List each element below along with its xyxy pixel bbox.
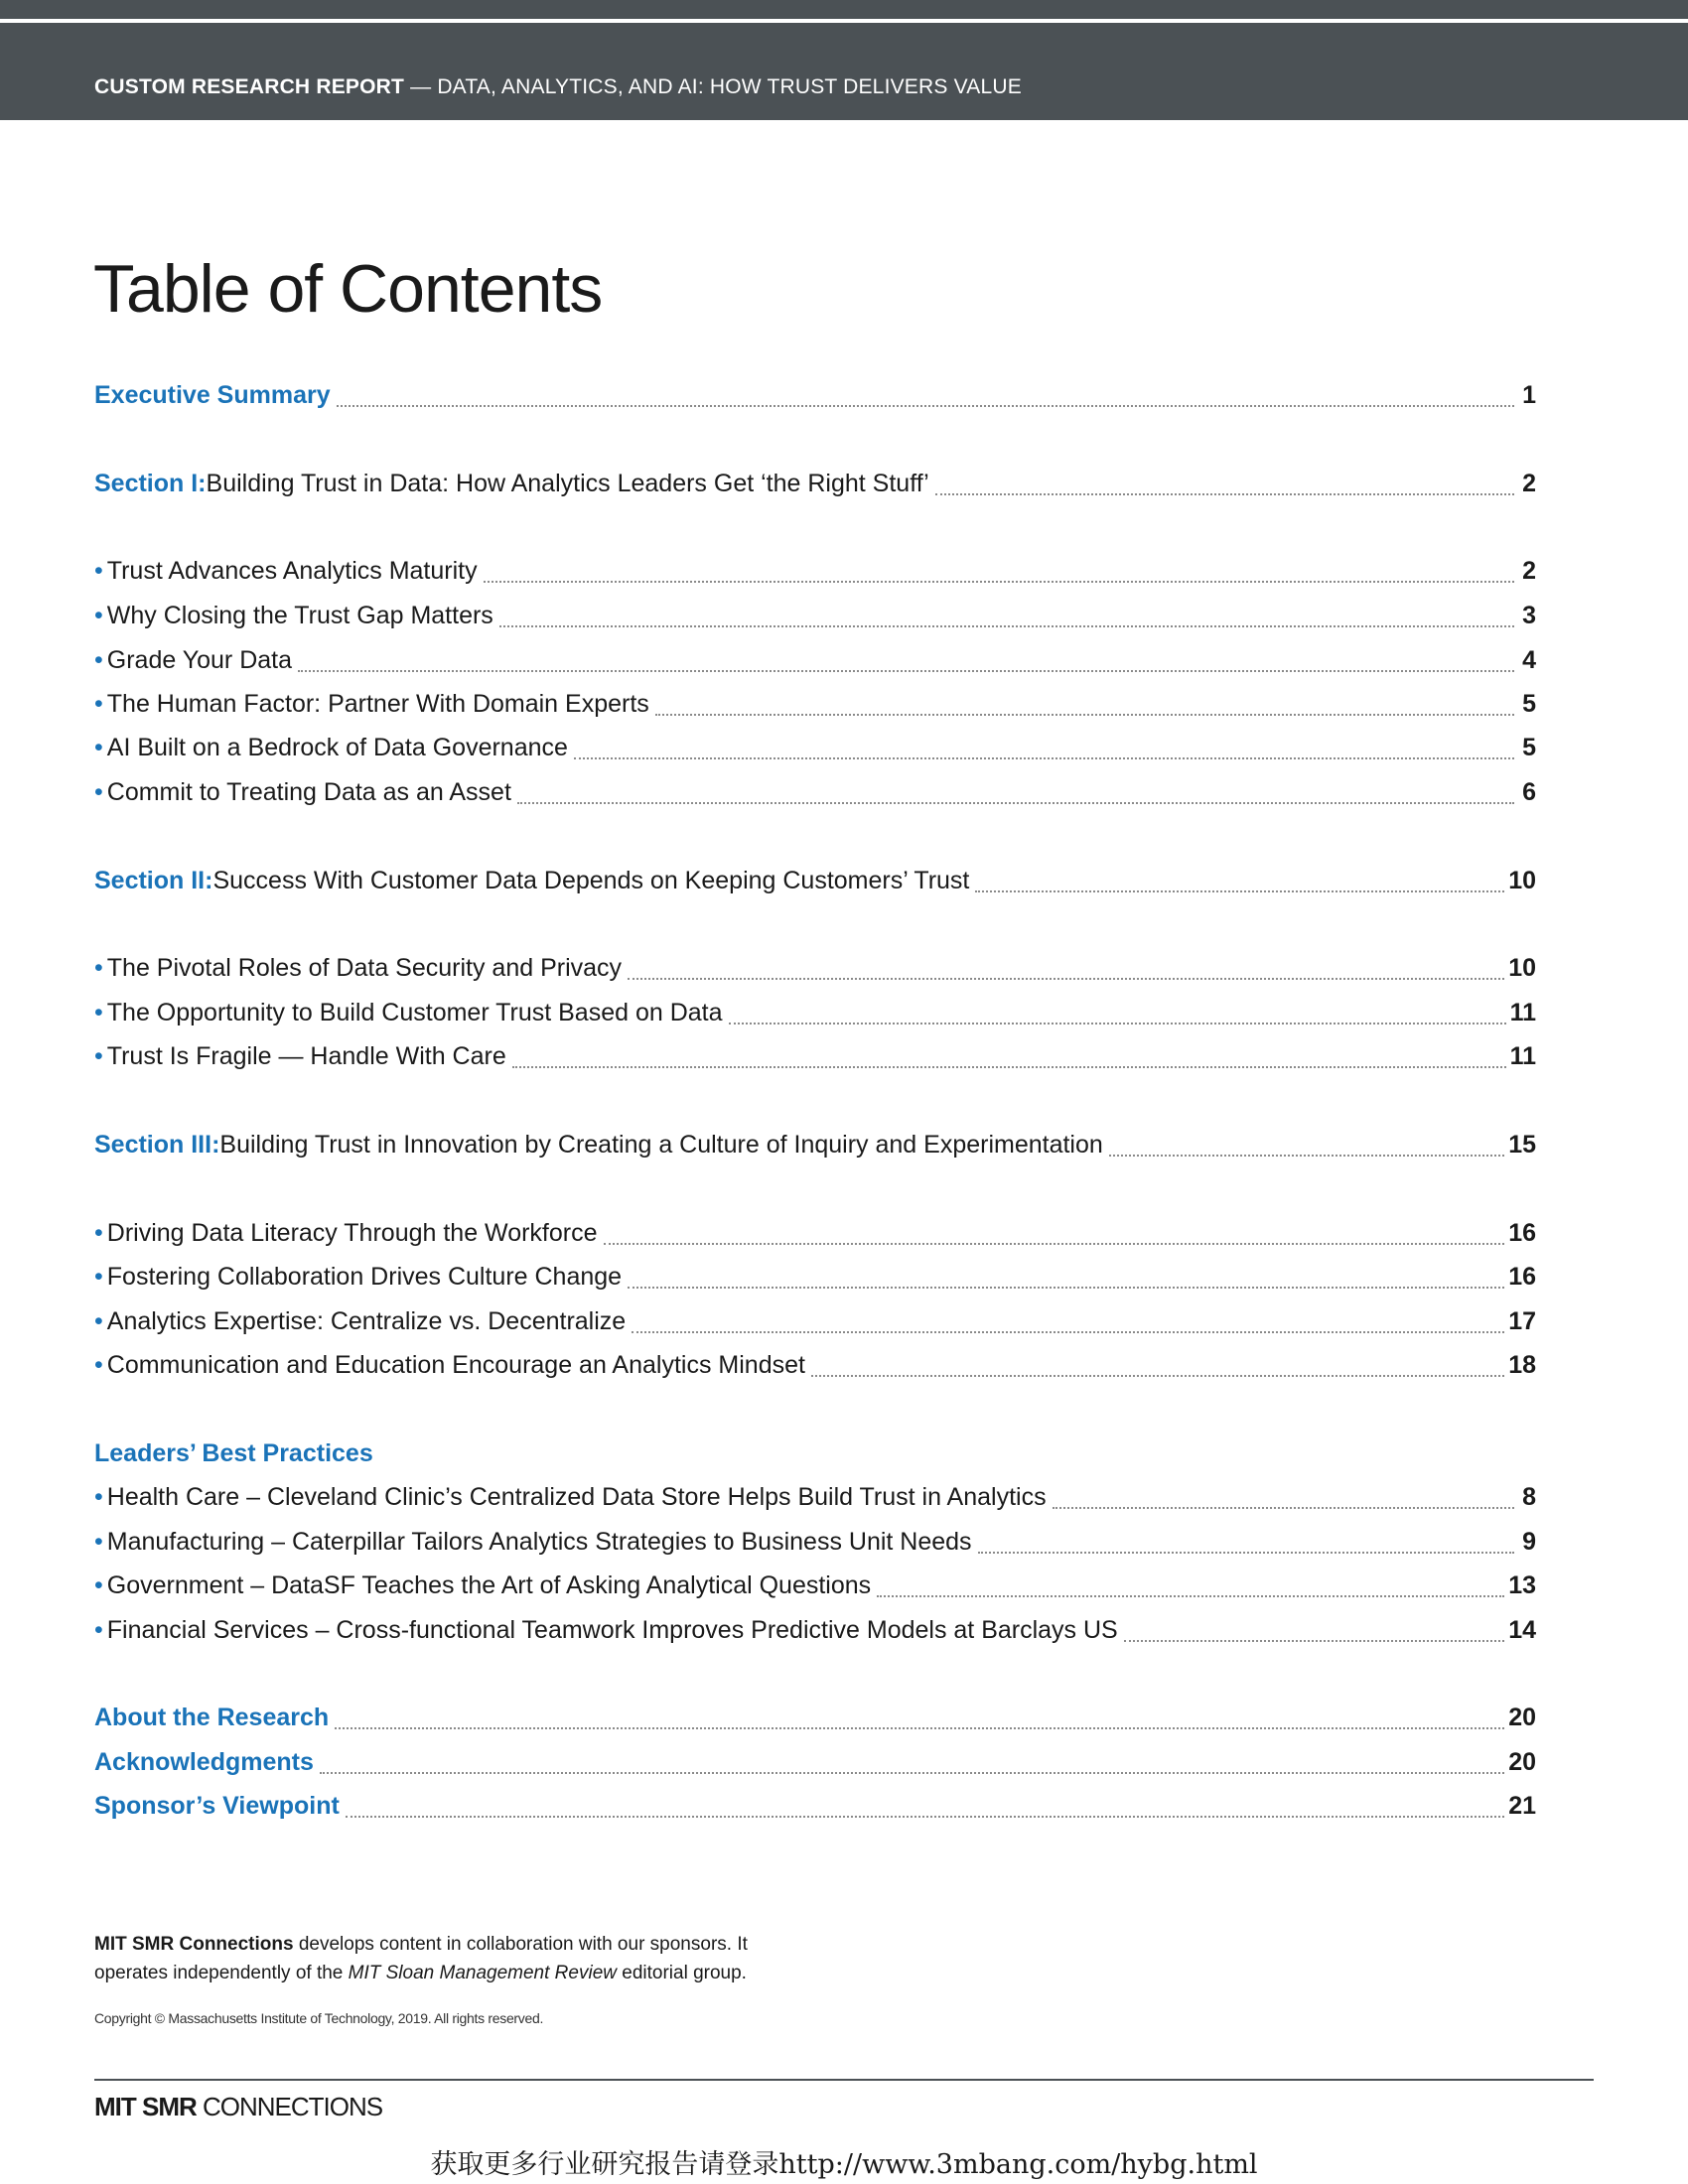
toc-item[interactable] <box>94 774 1536 810</box>
toc-page-number: 5 <box>1522 690 1536 718</box>
toc-page-number: 8 <box>1522 1483 1536 1511</box>
toc-page-number: 15 <box>1508 1131 1536 1159</box>
dot-leader <box>320 1772 1504 1774</box>
dot-leader <box>978 1552 1514 1554</box>
toc-item[interactable] <box>94 1347 1536 1383</box>
bullet-icon: • <box>94 1263 103 1291</box>
toc-entry-label: Sponsor’s Viewpoint <box>94 1792 340 1820</box>
dot-leader <box>1124 1640 1504 1642</box>
dot-leader <box>1109 1155 1504 1157</box>
toc-entry-label: Executive Summary <box>94 381 331 409</box>
toc-item[interactable] <box>94 1612 1536 1648</box>
toc-item[interactable] <box>94 995 1536 1030</box>
toc-page-number: 4 <box>1522 646 1536 674</box>
toc-page-number: 11 <box>1509 999 1536 1026</box>
toc-executive-summary[interactable] <box>94 377 1536 413</box>
toc-item[interactable] <box>94 553 1536 589</box>
report-header <box>94 75 1022 99</box>
toc-item[interactable] <box>94 1038 1536 1074</box>
dot-leader <box>655 714 1514 716</box>
toc-page-number: 11 <box>1509 1042 1536 1070</box>
report-subtitle: — DATA, ANALYTICS, AND AI: HOW TRUST DELIVERS VALUE <box>404 75 1022 98</box>
toc-page-number: 20 <box>1508 1704 1536 1731</box>
toc-entry-label: About the Research <box>94 1704 330 1731</box>
dot-leader <box>517 802 1514 804</box>
toc-item[interactable] <box>94 950 1536 986</box>
bullet-icon: • <box>94 1219 103 1247</box>
dot-leader <box>335 1727 1504 1729</box>
toc-section-title: Building Trust in Data: How Analytics Leaders Get ‘the Right Stuff’ <box>206 470 929 497</box>
toc-item-title: Financial Services – Cross-functional Teamwork Improves Predictive Models at Barclays US <box>106 1616 1118 1644</box>
publication-name: MIT Sloan Management Review <box>348 1963 617 1983</box>
toc-item-title: Communication and Education Encourage an Analytics Mindset <box>106 1351 805 1379</box>
toc-section-title: Building Trust in Innovation by Creating a Culture of Inquiry and Experimentation <box>219 1131 1103 1159</box>
bullet-icon: • <box>94 557 103 585</box>
header-band <box>0 0 1688 120</box>
toc-item-title: Commit to Treating Data as an Asset <box>106 778 511 806</box>
bullet-icon: • <box>94 734 103 761</box>
toc-section-1[interactable] <box>94 466 1536 501</box>
bullet-icon: • <box>94 778 103 806</box>
dot-leader <box>298 670 1514 672</box>
toc-item-title: The Human Factor: Partner With Domain Experts <box>106 690 649 718</box>
footer-logo <box>94 2092 382 2122</box>
toc-page-number: 21 <box>1508 1792 1536 1820</box>
bullet-icon: • <box>94 1616 103 1644</box>
toc-page-number: 16 <box>1508 1219 1536 1247</box>
dot-leader <box>628 978 1504 980</box>
toc-section-label: Section II: <box>94 867 213 894</box>
toc-item-title: Why Closing the Trust Gap Matters <box>106 602 493 629</box>
bullet-icon: • <box>94 1571 103 1599</box>
bullet-icon: • <box>94 1351 103 1379</box>
footer-logo-bold: MIT SMR <box>94 2092 197 2121</box>
dot-leader <box>574 757 1514 759</box>
toc-sponsors-viewpoint[interactable] <box>94 1788 1536 1824</box>
bullet-icon: • <box>94 1042 103 1070</box>
toc-page-number: 3 <box>1522 602 1536 629</box>
footer-divider <box>94 2079 1594 2081</box>
bullet-icon: • <box>94 646 103 674</box>
toc-section-label: Section I: <box>94 470 207 497</box>
publisher-name: MIT SMR Connections <box>94 1934 294 1955</box>
dot-leader <box>628 1287 1504 1289</box>
toc-item-title: Driving Data Literacy Through the Workforce <box>106 1219 598 1247</box>
toc-item-title: The Opportunity to Build Customer Trust Based on Data <box>106 999 723 1026</box>
toc-acknowledgments[interactable] <box>94 1744 1536 1780</box>
dot-leader <box>935 493 1514 495</box>
dot-leader <box>811 1375 1504 1377</box>
dot-leader <box>484 581 1514 583</box>
footer-logo-rest: CONNECTIONS <box>196 2092 383 2121</box>
bullet-icon: • <box>94 999 103 1026</box>
publisher-note-line1: develops content in collaboration with our sponsors. It <box>293 1934 748 1955</box>
toc-page-number: 5 <box>1522 734 1536 761</box>
toc-section-2[interactable] <box>94 863 1536 898</box>
toc-page-number: 20 <box>1508 1748 1536 1776</box>
dot-leader <box>499 625 1514 627</box>
toc-section-label: Section III: <box>94 1131 220 1159</box>
toc-page-number: 2 <box>1522 470 1536 497</box>
toc-item-title: Government – DataSF Teaches the Art of Asking Analytical Questions <box>106 1571 872 1599</box>
toc-item-title: Trust Advances Analytics Maturity <box>106 557 478 585</box>
publisher-note <box>94 1930 849 1987</box>
toc-item-title: AI Built on a Bedrock of Data Governance <box>106 734 568 761</box>
toc-item[interactable] <box>94 1524 1536 1560</box>
bullet-icon: • <box>94 602 103 629</box>
bullet-icon: • <box>94 1528 103 1556</box>
bullet-icon: • <box>94 1483 103 1511</box>
dot-leader <box>877 1595 1504 1597</box>
toc-item-title: Health Care – Cleveland Clinic’s Centralized Data Store Helps Build Trust in Analytics <box>106 1483 1047 1511</box>
toc-section-3[interactable] <box>94 1127 1536 1162</box>
toc-item-title: The Pivotal Roles of Data Security and Privacy <box>106 954 623 982</box>
dot-leader <box>604 1243 1505 1245</box>
toc-item-title: Manufacturing – Caterpillar Tailors Analytics Strategies to Business Unit Needs <box>106 1528 972 1556</box>
dot-leader <box>975 890 1504 892</box>
report-type: CUSTOM RESEARCH REPORT <box>94 75 405 98</box>
toc-page-number: 13 <box>1508 1571 1536 1599</box>
toc-page-number: 9 <box>1522 1528 1536 1556</box>
dot-leader <box>729 1023 1506 1024</box>
dot-leader <box>346 1816 1504 1818</box>
toc-item[interactable] <box>94 686 1536 722</box>
toc-page-number: 2 <box>1522 557 1536 585</box>
dot-leader <box>337 405 1514 407</box>
toc-page-number: 10 <box>1508 954 1536 982</box>
copyright-notice: Copyright © Massachusetts Institute of Technology, 2019. All rights reserved. <box>94 2010 544 2026</box>
bullet-icon: • <box>94 690 103 718</box>
toc-item-title: Grade Your Data <box>106 646 293 674</box>
bullet-icon: • <box>94 1307 103 1335</box>
dot-leader <box>632 1331 1504 1333</box>
toc-item[interactable] <box>94 1479 1536 1515</box>
toc-best-practices-heading[interactable]: Leaders’ Best Practices <box>94 1439 373 1467</box>
toc-item[interactable] <box>94 598 1536 633</box>
toc-item[interactable] <box>94 1259 1536 1295</box>
toc-page-number: 18 <box>1508 1351 1536 1379</box>
toc-section-title: Success With Customer Data Depends on Keeping Customers’ Trust <box>212 867 970 894</box>
toc-page-number: 1 <box>1522 381 1536 409</box>
page-title: Table of Contents <box>93 251 603 327</box>
dot-leader <box>512 1066 1506 1068</box>
toc-entry-label: Acknowledgments <box>94 1748 314 1776</box>
toc-page-number: 14 <box>1508 1616 1536 1644</box>
toc-page-number: 17 <box>1508 1307 1536 1335</box>
toc-item[interactable] <box>94 642 1536 678</box>
watermark-text: 获取更多行业研究报告请登录http://www.3mbang.com/hybg.html <box>430 2149 1258 2180</box>
toc-page-number: 10 <box>1508 867 1536 894</box>
toc-item-title: Analytics Expertise: Centralize vs. Decentralize <box>106 1307 627 1335</box>
toc-item[interactable] <box>94 1303 1536 1339</box>
toc-page-number: 6 <box>1522 778 1536 806</box>
dot-leader <box>1053 1507 1514 1509</box>
toc-page-number: 16 <box>1508 1263 1536 1291</box>
toc-about-research[interactable] <box>94 1700 1536 1735</box>
publisher-note-line2-post: editorial group. <box>616 1963 747 1983</box>
toc-item[interactable] <box>94 730 1536 765</box>
toc-item[interactable] <box>94 1568 1536 1603</box>
toc-item-title: Trust Is Fragile — Handle With Care <box>106 1042 506 1070</box>
bullet-icon: • <box>94 954 103 982</box>
toc-item[interactable] <box>94 1215 1536 1251</box>
toc-item-title: Fostering Collaboration Drives Culture Change <box>106 1263 623 1291</box>
publisher-note-line2-pre: operates independently of the <box>94 1963 349 1983</box>
header-stripe <box>0 19 1688 23</box>
